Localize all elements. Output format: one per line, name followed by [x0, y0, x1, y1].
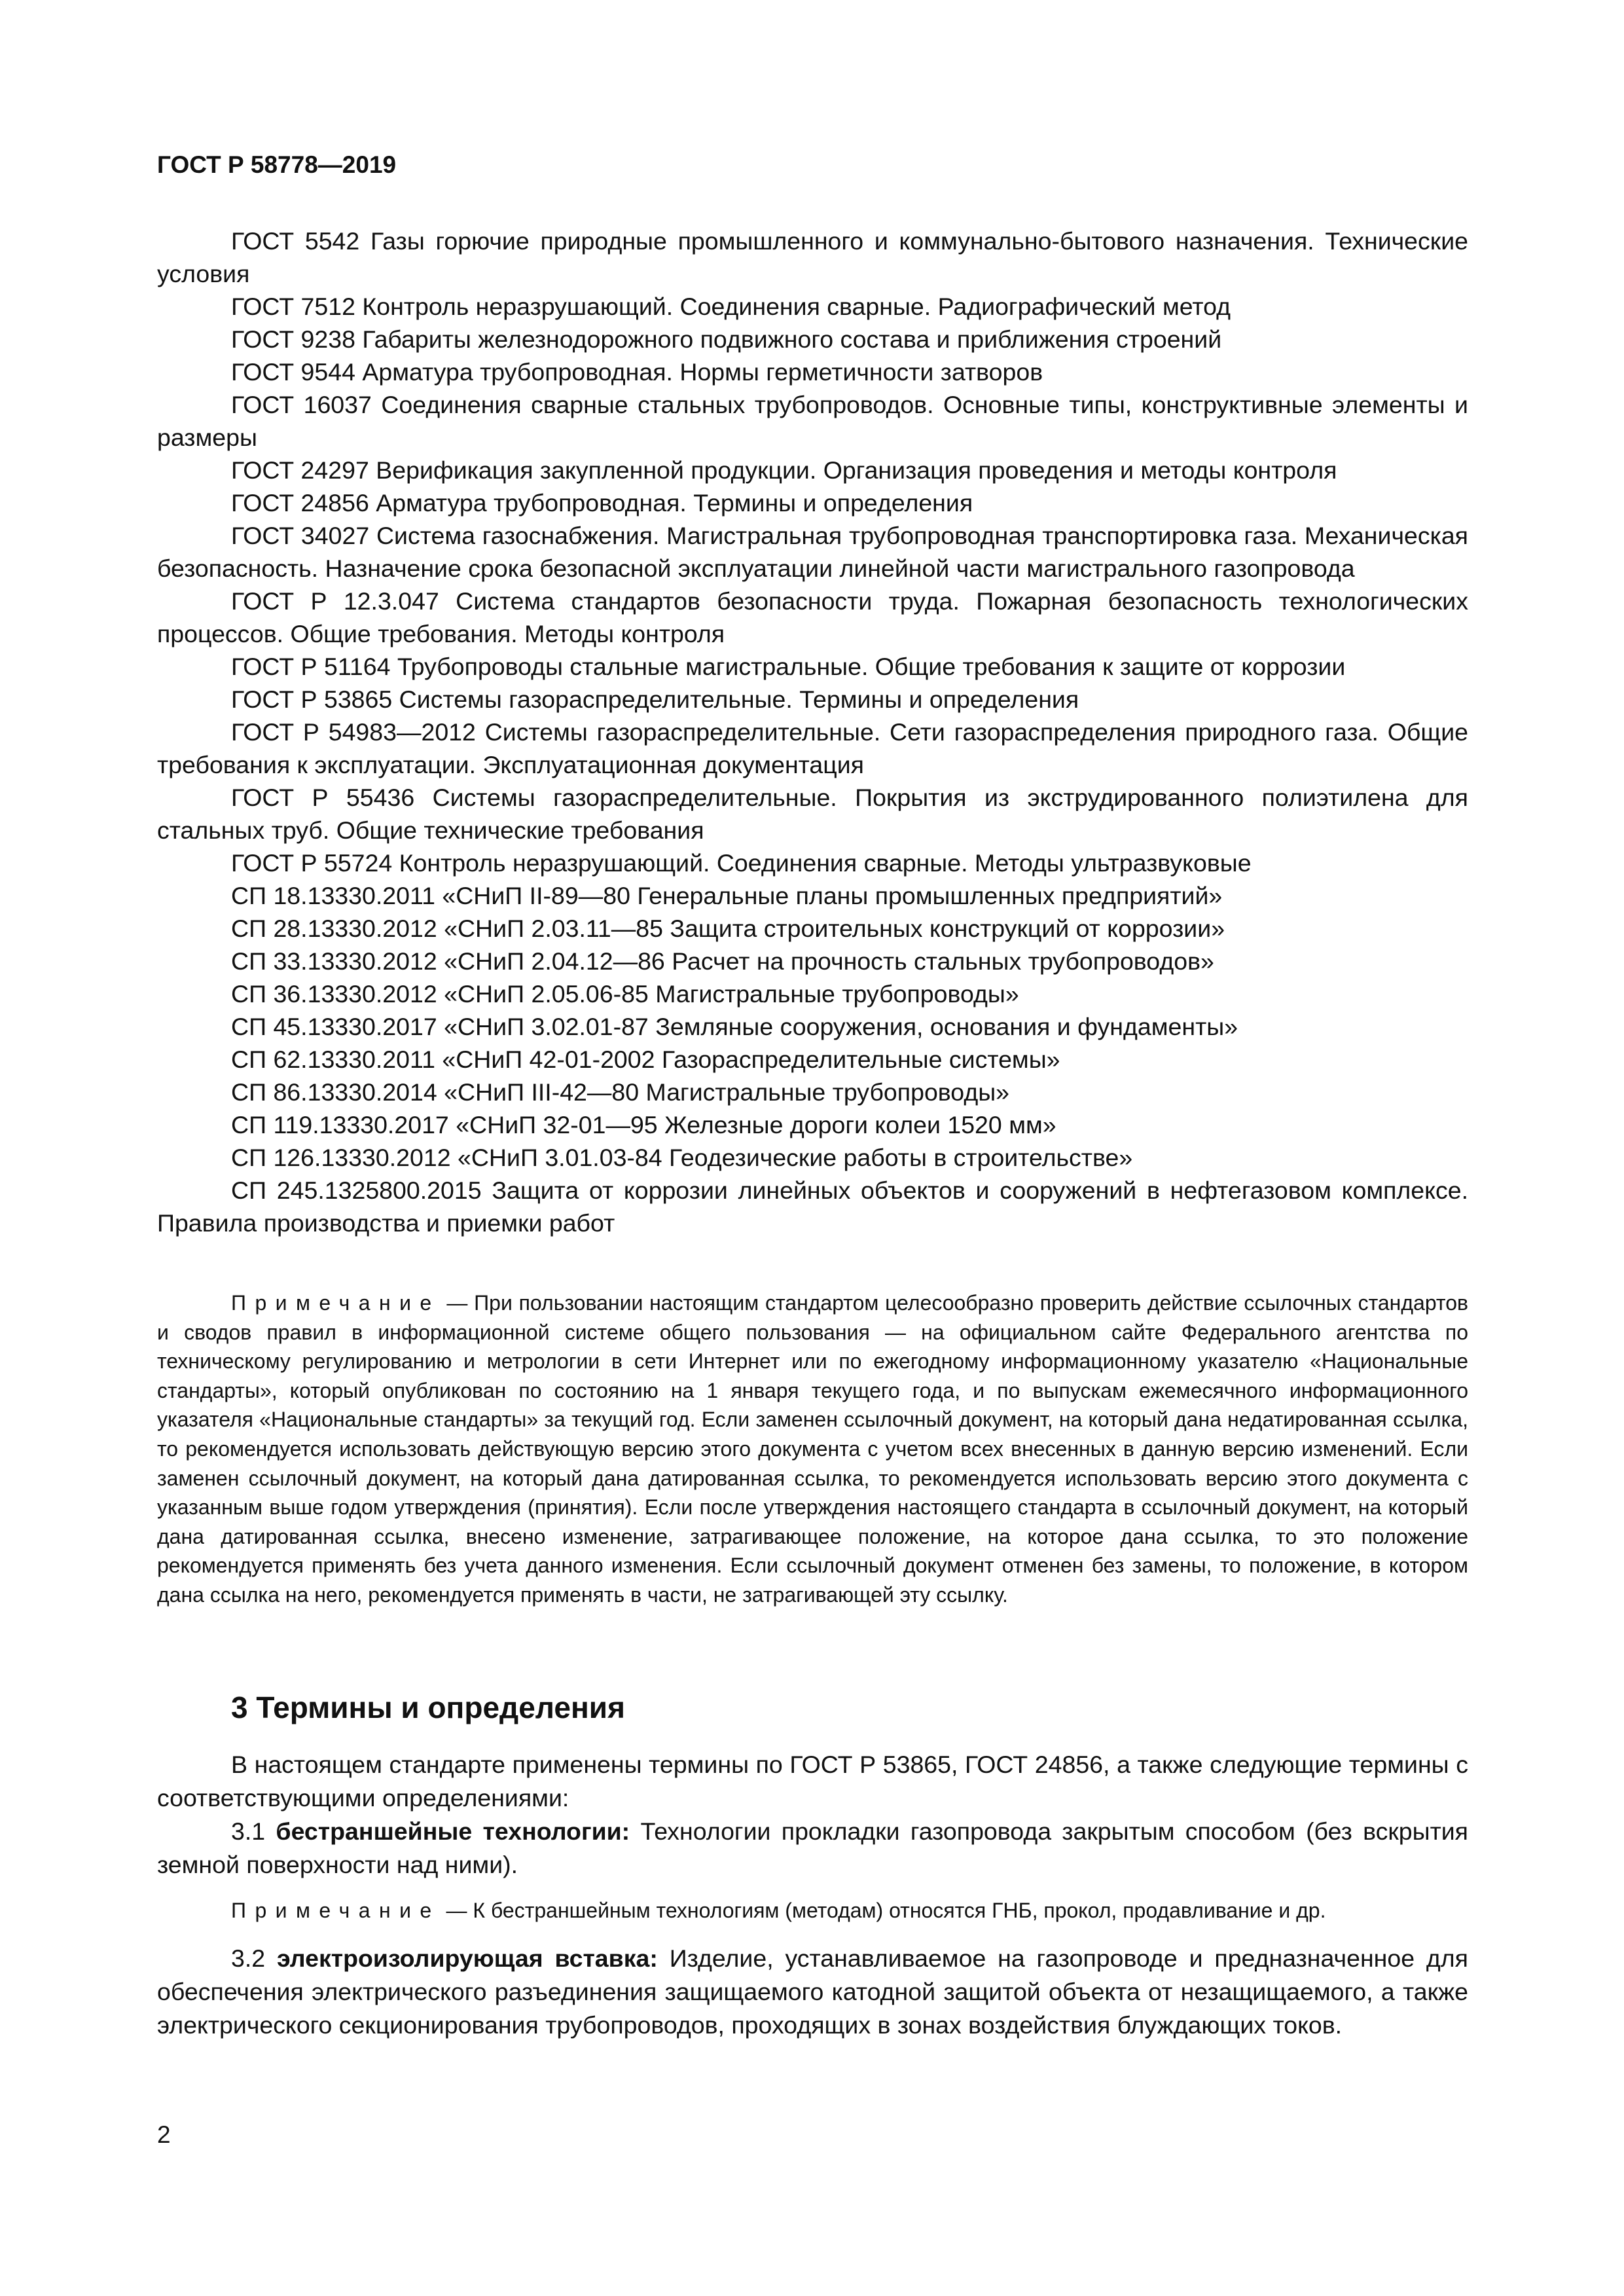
reference-item: СП 36.13330.2012 «СНиП 2.05.06-85 Магистральные трубопроводы» [231, 980, 1019, 1008]
term-entry [157, 1942, 1468, 2042]
reference-item: ГОСТ 7512 Контроль неразрушающий. Соединения сварные. Радиографический метод [231, 293, 1231, 320]
term-number: 3.1 [231, 1817, 276, 1845]
references-note [157, 1288, 1468, 1610]
reference-item: СП 45.13330.2017 «СНиП 3.02.01-87 Земляные сооружения, основания и фундаменты» [231, 1013, 1238, 1040]
reference-item: СП 119.13330.2017 «СНиП 32-01—95 Железные дороги колеи 1520 мм» [231, 1111, 1056, 1139]
reference-item: ГОСТ 24297 Верификация закупленной продукции. Организация проведения и методы контроля [231, 456, 1337, 484]
normative-references [157, 225, 1468, 1239]
reference-item: ГОСТ 5542 Газы горючие природные промышленного и коммунально-бытового назначения. Технические условия [157, 227, 1468, 287]
page-number: 2 [157, 2121, 171, 2148]
reference-item: ГОСТ 24856 Арматура трубопроводная. Термины и определения [231, 489, 973, 517]
term-name: бестраншейные технологии: [276, 1817, 630, 1845]
term-note-text: — К бестраншейным технологиям (методам) относятся ГНБ, прокол, продавливание и др. [440, 1899, 1326, 1922]
reference-item: ГОСТ 16037 Соединения сварные стальных трубопроводов. Основные типы, конструктивные элементы и размеры [157, 391, 1468, 451]
reference-item: ГОСТ Р 55724 Контроль неразрушающий. Соединения сварные. Методы ультразвуковые [231, 849, 1252, 877]
note-text: — При пользовании настоящим стандартом целесообразно проверить действие ссылочных стандартов и сводов правил в информационной системе общего пользования — на официальном сайте Федерального агентства по техническому регулированию и метрологии в сети Интернет или по ежегодному информационному указателю «Национальные стандарты», который опубликован по состоянию на 1 января текущего года, и по выпускам ежемесячного информационного указателя «Национальные стандарты» за текущий год. Если заменен ссылочный документ, на который дана недатированная ссылка, то рекомендуется использовать действующую версию этого документа с учетом всех внесенных в данную версию изменений. Если заменен ссылочный документ, на который дана датированная ссылка, то рекомендуется использовать версию этого документа с указанным выше годом утверждения (принятия). Если после утверждения настоящего стандарта в ссылочный документ, на который дана датированная ссылка, внесено изменение, затрагивающее положение, на которое дана ссылка, то это положение рекомендуется применять без учета данного изменения. Если ссылочный документ отменен без замены, то положение, в котором дана ссылка на него, рекомендуется применять в части, не затрагивающей эту ссылку. [157, 1291, 1468, 1607]
section-heading: 3 Термины и определения [231, 1690, 625, 1724]
reference-item: СП 33.13330.2012 «СНиП 2.04.12—86 Расчет на прочность стальных трубопроводов» [231, 947, 1214, 975]
terms-intro: В настоящем стандарте применены термины по ГОСТ Р 53865, ГОСТ 24856, а также следующие термины с соответствующими определениями: [157, 1751, 1468, 1812]
term-definition: Изделие, устанавливаемое на газопроводе и предназначенное для обеспечения электрического разъединения защищаемого катодной защитой объекта от незащищаемого, а также электрического секционирования трубопроводов, проходящих в зонах воздействия блуждающих токов. [157, 1944, 1468, 2039]
reference-item: СП 126.13330.2012 «СНиП 3.01.03-84 Геодезические работы в строительстве» [231, 1144, 1133, 1171]
reference-item: ГОСТ 9544 Арматура трубопроводная. Нормы герметичности затворов [231, 358, 1043, 386]
reference-item: ГОСТ 9238 Габариты железнодорожного подвижного состава и приближения строений [231, 325, 1222, 353]
reference-item: ГОСТ Р 55436 Системы газораспределительные. Покрытия из экструдированного полиэтилена для стальных труб. Общие технические требования [157, 784, 1468, 844]
term-name: электроизолирующая вставка: [276, 1944, 658, 1972]
terms-section [157, 1748, 1468, 2042]
term-definition: Технологии прокладки газопровода закрытым способом (без вскрытия земной поверхности над ними). [157, 1817, 1468, 1878]
term-number: 3.2 [231, 1944, 277, 1972]
document-header: ГОСТ Р 58778—2019 [157, 151, 397, 178]
term-note-label: Примечание [231, 1899, 441, 1922]
reference-item: ГОСТ 34027 Система газоснабжения. Магистральная трубопроводная транспортировка газа. Механическая безопасность. Назначение срока безопасной эксплуатации линейной части магистрального газопровода [157, 522, 1468, 582]
term-entry [157, 1815, 1468, 1882]
reference-item: СП 86.13330.2014 «СНиП III-42—80 Магистральные трубопроводы» [231, 1078, 1010, 1106]
term-note [157, 1896, 1468, 1925]
reference-item: ГОСТ Р 54983—2012 Системы газораспределительные. Сети газораспределения природного газа. Общие требования к эксплуатации. Эксплуатационная документация [157, 718, 1468, 778]
reference-item: СП 245.1325800.2015 Защита от коррозии линейных объектов и сооружений в нефтегазовом комплексе. Правила производства и приемки работ [157, 1176, 1468, 1237]
note-paragraph [157, 1288, 1468, 1610]
reference-item: ГОСТ Р 12.3.047 Система стандартов безопасности труда. Пожарная безопасность технологических процессов. Общие требования. Методы контроля [157, 587, 1468, 647]
reference-item: СП 18.13330.2011 «СНиП II-89—80 Генеральные планы промышленных предприятий» [231, 882, 1223, 909]
reference-item: СП 28.13330.2012 «СНиП 2.03.11—85 Защита строительных конструкций от коррозии» [231, 915, 1225, 942]
note-label: Примечание [231, 1291, 441, 1315]
reference-item: ГОСТ Р 53865 Системы газораспределительные. Термины и определения [231, 685, 1079, 713]
reference-item: ГОСТ Р 51164 Трубопроводы стальные магистральные. Общие требования к защите от коррозии [231, 653, 1346, 680]
reference-item: СП 62.13330.2011 «СНиП 42-01-2002 Газораспределительные системы» [231, 1046, 1060, 1073]
